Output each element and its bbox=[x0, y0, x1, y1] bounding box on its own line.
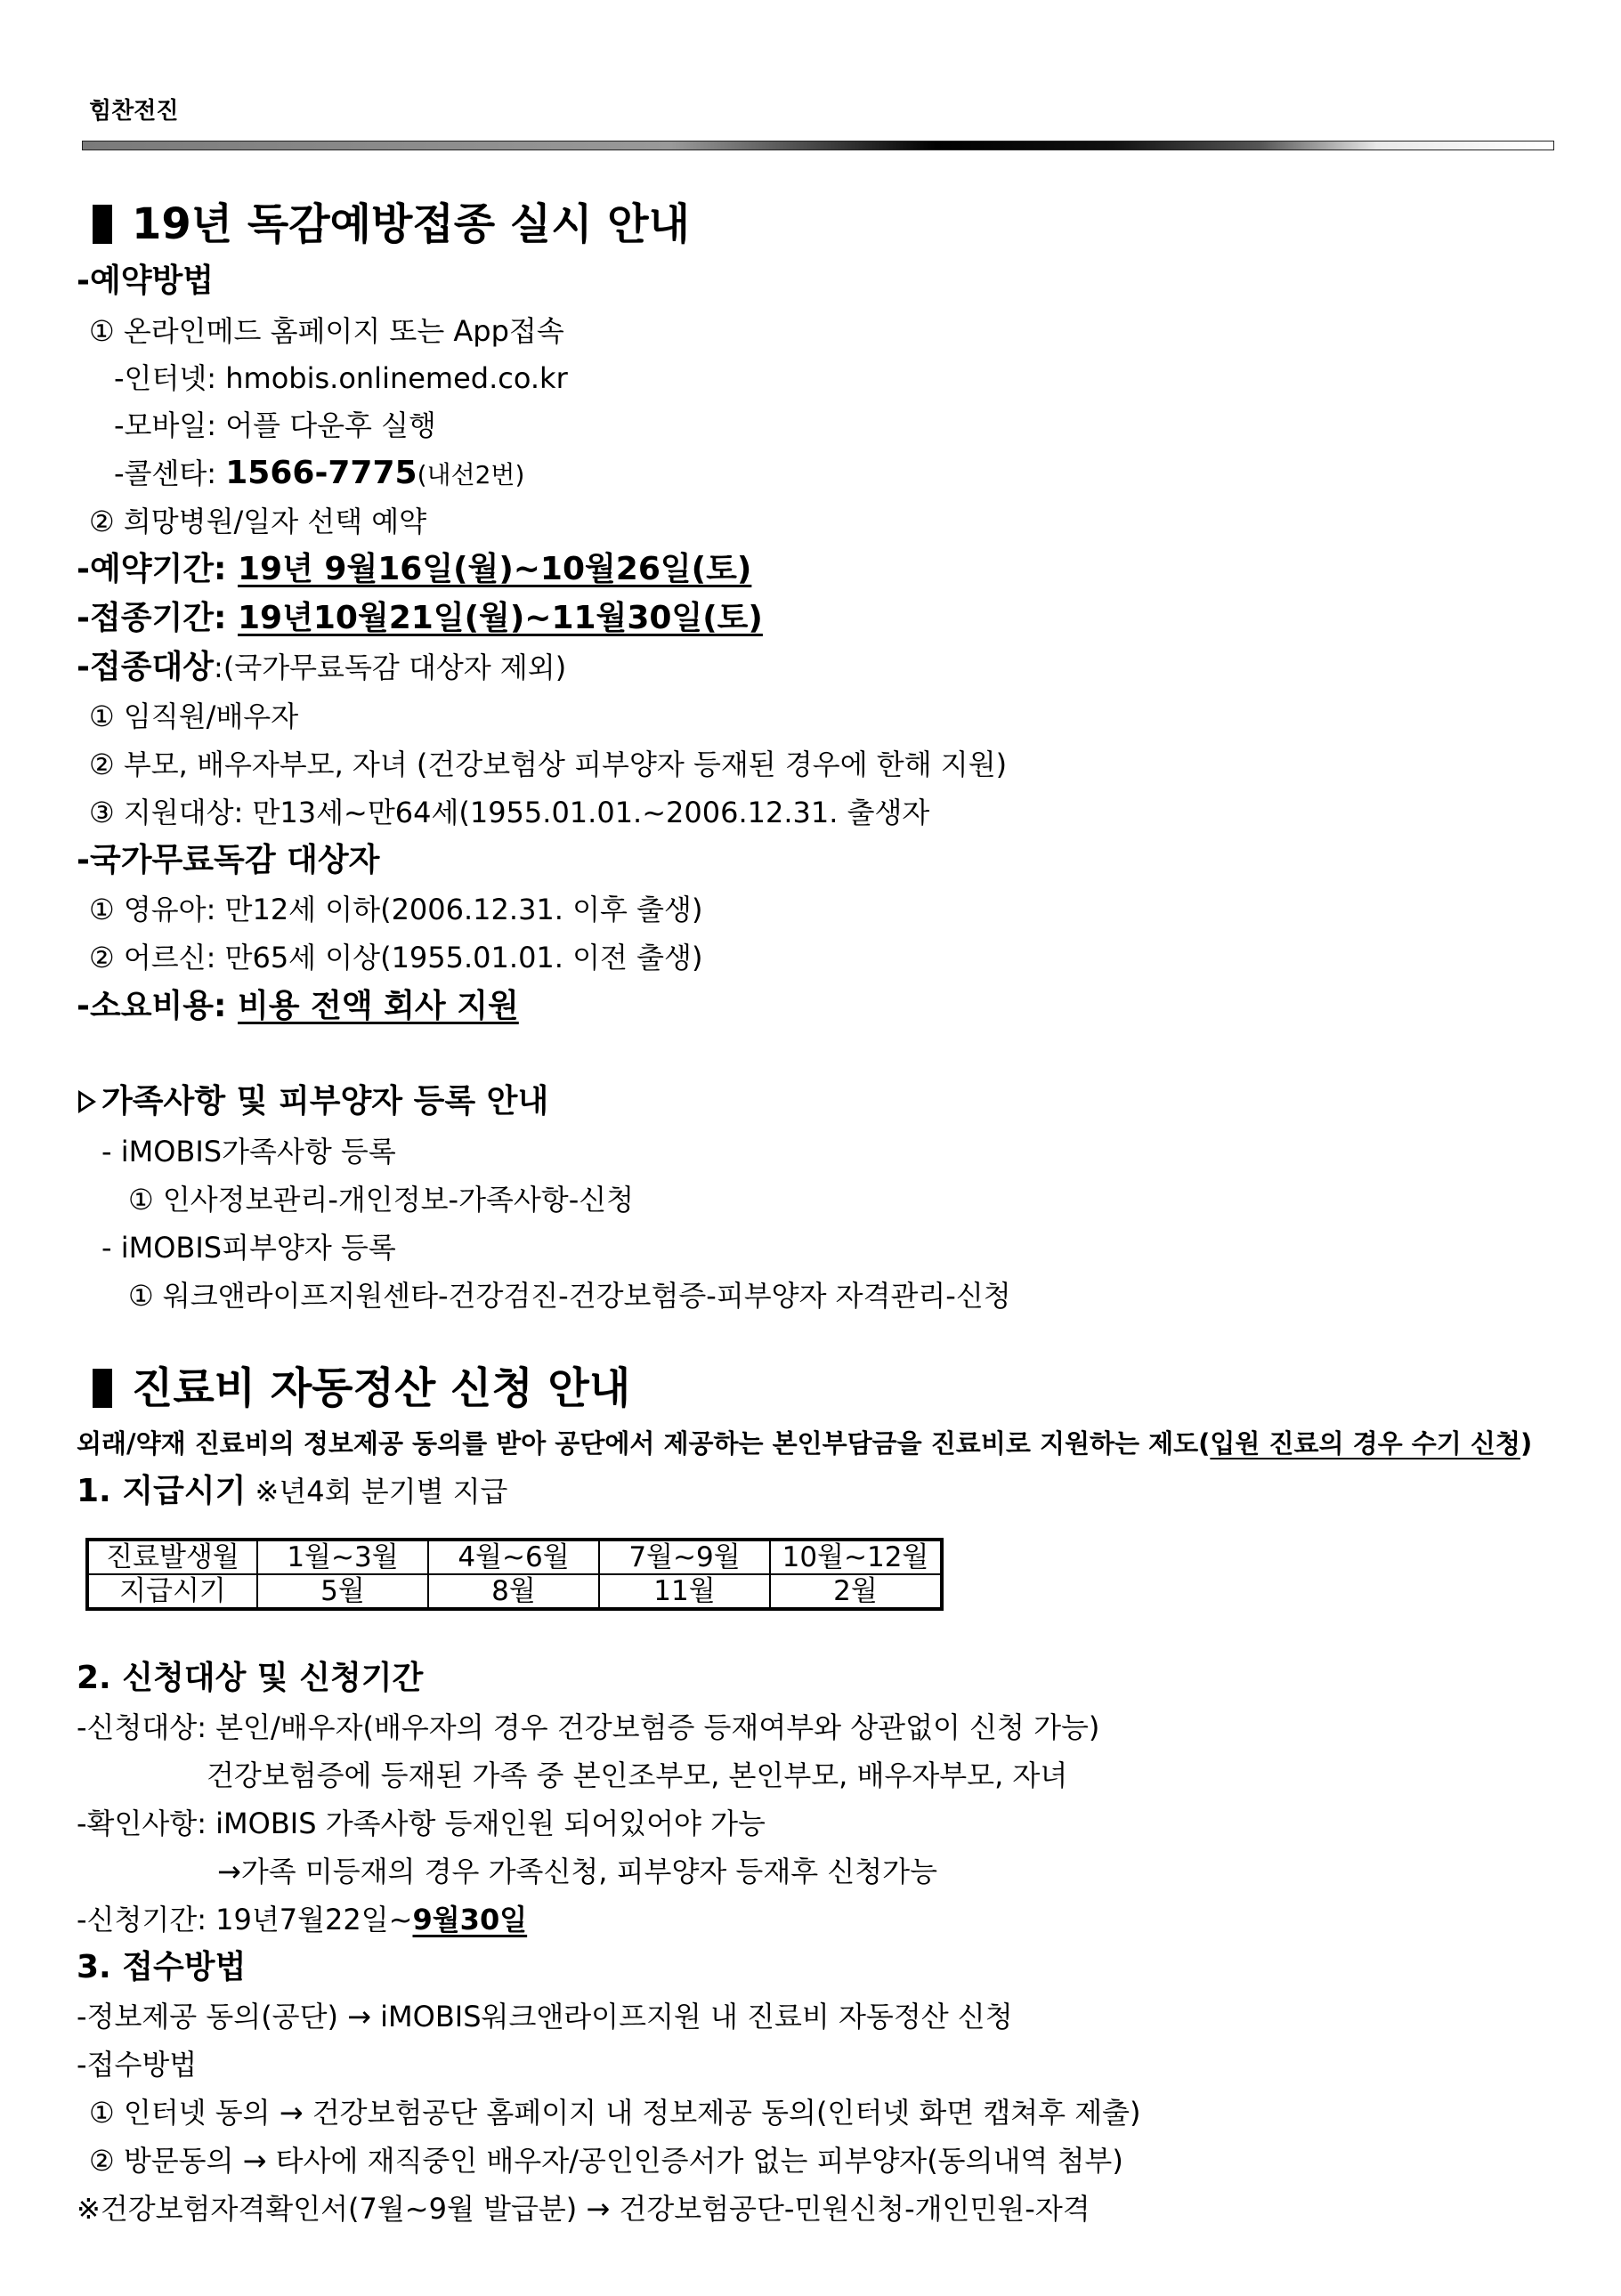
payment-timing: 1. 지급시기 ※년4회 분기별 지급 bbox=[77, 1473, 508, 1509]
table-cell: 5월 bbox=[257, 1574, 428, 1609]
family-item-1-step: ① 인사정보관리-개인정보-가족사항-신청 bbox=[128, 1183, 635, 1217]
free-flu-1: ① 영유아: 만12세 이하(2006.12.31. 이후 출생) bbox=[89, 893, 703, 926]
free-flu-label: -국가무료독감 대상자 bbox=[77, 842, 380, 878]
table-cell: 진료발생월 bbox=[87, 1540, 257, 1574]
table-cell: 11월 bbox=[599, 1574, 770, 1609]
target-3: ③ 지원대상: 만13세~만64세(1955.01.01.~2006.12.31. 출생자 bbox=[89, 796, 930, 829]
apply-period: -신청기간: 19년7월22일~9월30일 bbox=[77, 1903, 528, 1936]
reserve-callcenter: -콜센타: 1566-7775(내선2번) bbox=[114, 455, 525, 491]
table-cell: 10월~12월 bbox=[770, 1540, 942, 1574]
table-cell: 7월~9월 bbox=[599, 1540, 770, 1574]
reception-method-label: -접수방법 bbox=[77, 2048, 198, 2082]
table-cell: 4월~6월 bbox=[428, 1540, 599, 1574]
vaccination-period: -접종기간: 19년10월21일(월)~11월30일(토) bbox=[77, 600, 763, 636]
payment-schedule-table bbox=[85, 1538, 944, 1611]
check-item: -확인사항: iMOBIS 가족사항 등재인원 되어있어야 가능 bbox=[77, 1807, 766, 1840]
apply-target-2: 건강보험증에 등재된 가족 중 본인조부모, 본인부모, 배우자부모, 자녀 bbox=[207, 1758, 1068, 1792]
reserve-internet: -인터넷: hmobis.onlinemed.co.kr bbox=[114, 361, 568, 395]
reception-1: ① 인터넷 동의 → 건강보험공단 홈페이지 내 정보제공 동의(인터넷 화면 캡쳐후 제출) bbox=[89, 2096, 1141, 2130]
table-row bbox=[87, 1574, 942, 1609]
reserve-mobile: -모바일: 어플 다운후 실행 bbox=[114, 408, 436, 442]
square-bullet-icon bbox=[93, 1369, 112, 1408]
apply-target: -신청대상: 본인/배우자(배우자의 경우 건강보험증 등재여부와 상관없이 신청 가능) bbox=[77, 1710, 1100, 1744]
flu-section-title: 19년 독감예방접종 실시 안내 bbox=[93, 199, 690, 249]
table-cell: 2월 bbox=[770, 1574, 942, 1609]
family-item-2-step: ① 워크앤라이프지원센타-건강검진-건강보험증-피부양자 자격관리-신청 bbox=[128, 1279, 1011, 1313]
table-row bbox=[87, 1540, 942, 1574]
medical-intro: 외래/약재 진료비의 정보제공 동의를 받아 공단에서 제공하는 본인부담금을 진료비로 지원하는 제도(입원 진료의 경우 수기 신청) bbox=[77, 1428, 1533, 1459]
triangle-bullet-icon bbox=[78, 1090, 96, 1113]
family-item-2: - iMOBIS피부양자 등록 bbox=[101, 1231, 396, 1265]
medical-section-title: 진료비 자동정산 신청 안내 bbox=[93, 1363, 630, 1413]
family-section-title: 가족사항 및 피부양자 등록 안내 bbox=[78, 1084, 548, 1120]
table-cell: 1월~3월 bbox=[257, 1540, 428, 1574]
free-flu-2: ② 어르신: 만65세 이상(1955.01.01. 이전 출생) bbox=[89, 941, 703, 974]
vaccination-target: -접종대상:(국가무료독감 대상자 제외) bbox=[77, 649, 567, 685]
family-item-1: - iMOBIS가족사항 등록 bbox=[101, 1135, 396, 1168]
reception-2: ② 방문동의 → 타사에 재직중인 배우자/공인인증서가 없는 피부양자(동의내역 첨부) bbox=[89, 2144, 1123, 2178]
apply-target-title: 2. 신청대상 및 신청기간 bbox=[77, 1660, 424, 1696]
header-title: 힘찬전진 bbox=[89, 98, 179, 125]
reserve-step-2: ② 희망병원/일자 선택 예약 bbox=[89, 505, 427, 538]
header-rule bbox=[82, 141, 1554, 150]
reserve-step-1: ① 온라인메드 홈페이지 또는 App접속 bbox=[89, 314, 564, 348]
table-cell: 지급시기 bbox=[87, 1574, 257, 1609]
check-item-2: →가족 미등재의 경우 가족신청, 피부양자 등재후 신청가능 bbox=[217, 1855, 937, 1888]
reception-flow: -정보제공 동의(공단) → iMOBIS워크앤라이프지원 내 진료비 자동정산 신청 bbox=[77, 2000, 1013, 2033]
reception-note: ※건강보험자격확인서(7월~9월 발급분) → 건강보험공단-민원신청-개인민원-자격 bbox=[77, 2192, 1090, 2226]
target-1: ① 임직원/배우자 bbox=[89, 699, 299, 733]
table-cell: 8월 bbox=[428, 1574, 599, 1609]
reserve-method-label: -예약방법 bbox=[77, 263, 215, 299]
cost: -소요비용: 비용 전액 회사 지원 bbox=[77, 988, 519, 1024]
reception-title: 3. 접수방법 bbox=[77, 1949, 247, 1985]
square-bullet-icon bbox=[93, 205, 112, 244]
reserve-period: -예약기간: 19년 9월16일(월)~10월26일(토) bbox=[77, 551, 752, 587]
target-2: ② 부모, 배우자부모, 자녀 (건강보험상 피부양자 등재된 경우에 한해 지원) bbox=[89, 748, 1008, 781]
